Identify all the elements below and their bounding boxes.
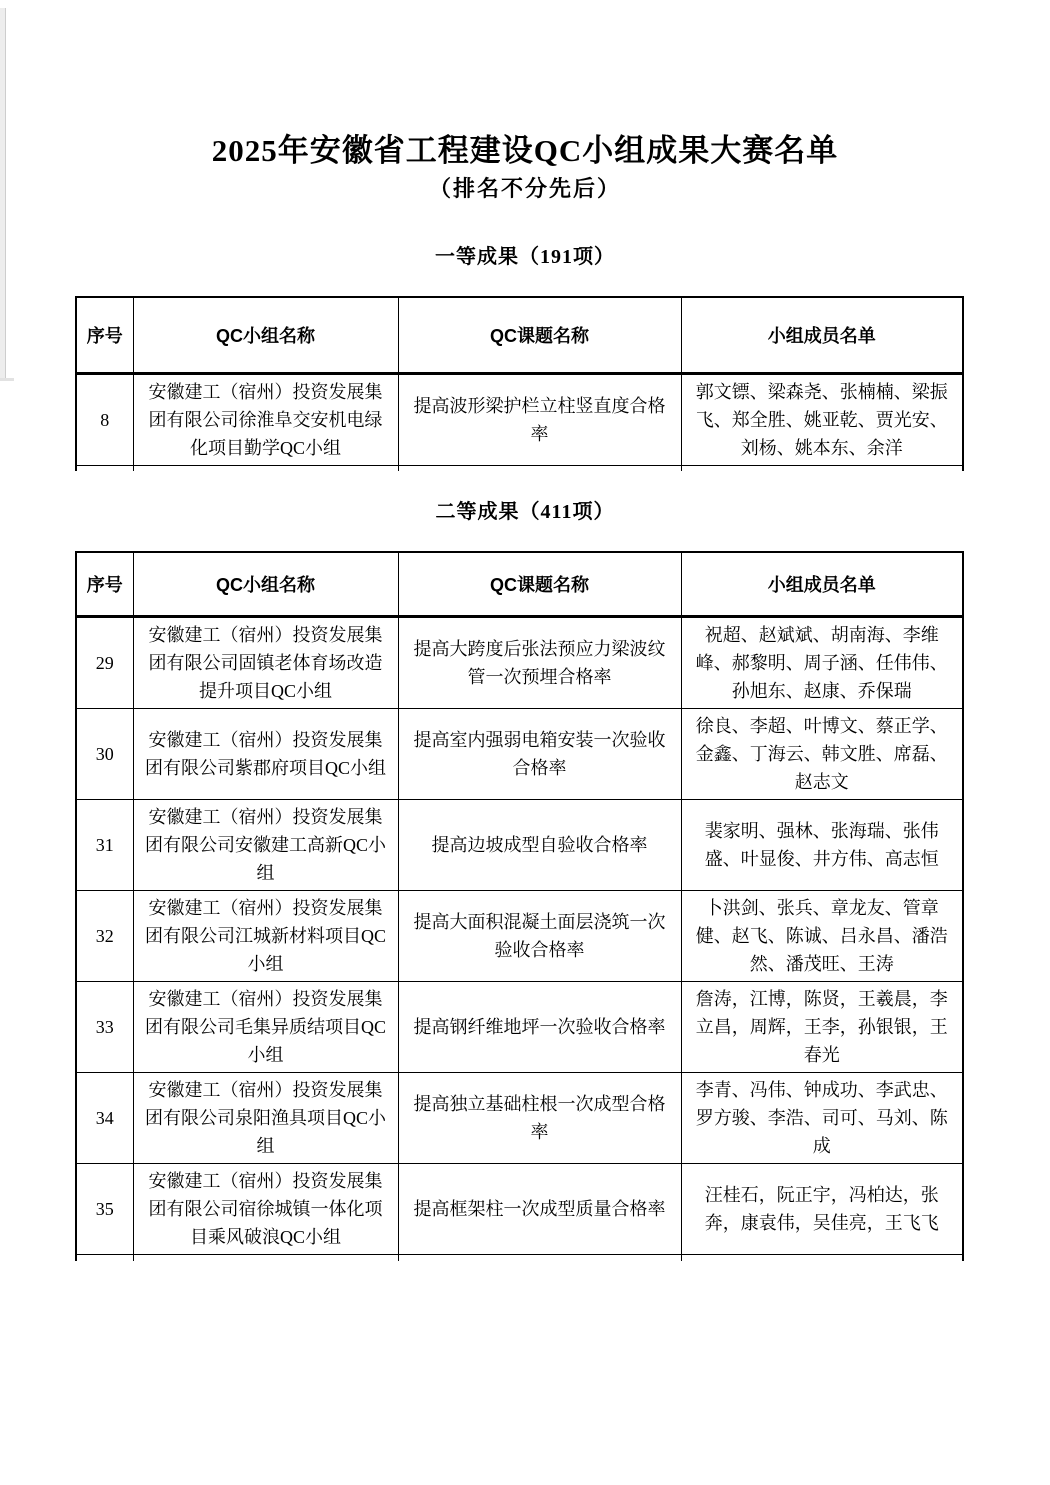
section-heading-first-prize: 一等成果（191项） <box>435 246 615 268</box>
seq-cell: 33 <box>76 982 133 1073</box>
topic-cell: 提高边坡成型自验收合格率 <box>398 800 681 891</box>
col-header-group-name: QC小组名称 <box>133 297 398 374</box>
first-prize-table <box>75 296 964 471</box>
seq-cell: 30 <box>76 709 133 800</box>
seq-cell: 35 <box>76 1164 133 1255</box>
members-cell: 汪桂石，阮正宇，冯柏达，张奔，康袁伟，吴佳亮，王飞飞 <box>681 1164 963 1255</box>
topic-cell: 提高波形梁护栏立柱竖直度合格率 <box>398 374 681 466</box>
col-header-topic-name: QC课题名称 <box>398 297 681 374</box>
topic-cell: 提高独立基础柱根一次成型合格率 <box>398 1073 681 1164</box>
seq-cell: 32 <box>76 891 133 982</box>
group-name-cell: 安徽建工（宿州）投资发展集团有限公司徐淮阜交安机电绿化项目勤学QC小组 <box>133 374 398 466</box>
clipped-next-row <box>76 466 963 472</box>
table-row <box>76 891 963 982</box>
members-cell: 徐良、李超、叶博文、蔡正学、金鑫、丁海云、韩文胜、席磊、赵志文 <box>681 709 963 800</box>
col-header-members: 小组成员名单 <box>681 297 963 374</box>
table-header-row <box>76 297 963 374</box>
members-cell: 詹涛，江博，陈贤，王羲晨，李立昌，周辉，王李，孙银银，王春光 <box>681 982 963 1073</box>
col-header-seq: 序号 <box>76 297 133 374</box>
topic-cell: 提高大跨度后张法预应力梁波纹管一次预埋合格率 <box>398 617 681 709</box>
seq-cell: 8 <box>76 374 133 466</box>
seq-cell: 29 <box>76 617 133 709</box>
page-title: 2025年安徽省工程建设QC小组成果大赛名单 <box>211 133 839 168</box>
members-cell: 裴家明、强林、张海瑞、张伟盛、叶显俊、井方伟、高志恒 <box>681 800 963 891</box>
members-cell: 李青、冯伟、钟成功、李武忠、罗方骏、李浩、司可、马刘、陈成 <box>681 1073 963 1164</box>
members-cell: 卜洪剑、张兵、章龙友、管章健、赵飞、陈诚、吕永昌、潘浩然、潘茂旺、王涛 <box>681 891 963 982</box>
table-row <box>76 709 963 800</box>
clipped-next-row <box>76 1255 963 1262</box>
topic-cell: 提高大面积混凝土面层浇筑一次验收合格率 <box>398 891 681 982</box>
group-name-cell: 安徽建工（宿州）投资发展集团有限公司紫郡府项目QC小组 <box>133 709 398 800</box>
topic-cell: 提高室内强弱电箱安装一次验收合格率 <box>398 709 681 800</box>
page-subtitle: （排名不分先后） <box>428 176 621 201</box>
table-row <box>76 800 963 891</box>
table-row <box>76 617 963 709</box>
col-header-members: 小组成员名单 <box>681 552 963 617</box>
group-name-cell: 安徽建工（宿州）投资发展集团有限公司宿徐城镇一体化项目乘风破浪QC小组 <box>133 1164 398 1255</box>
table-row <box>76 982 963 1073</box>
table-row <box>76 1164 963 1255</box>
group-name-cell: 安徽建工（宿州）投资发展集团有限公司固镇老体育场改造提升项目QC小组 <box>133 617 398 709</box>
table-row <box>76 1073 963 1164</box>
topic-cell: 提高钢纤维地坪一次验收合格率 <box>398 982 681 1073</box>
page-edge-corner <box>0 378 14 381</box>
seq-cell: 34 <box>76 1073 133 1164</box>
section-heading-second-prize: 二等成果（411项） <box>435 501 615 523</box>
topic-cell: 提高框架柱一次成型质量合格率 <box>398 1164 681 1255</box>
page-edge-artifact <box>0 8 6 378</box>
second-prize-table <box>75 551 964 1261</box>
members-cell: 祝超、赵斌斌、胡南海、李维峰、郝黎明、周子涵、任伟伟、孙旭东、赵康、乔保瑞 <box>681 617 963 709</box>
group-name-cell: 安徽建工（宿州）投资发展集团有限公司安徽建工高新QC小组 <box>133 800 398 891</box>
col-header-seq: 序号 <box>76 552 133 617</box>
col-header-topic-name: QC课题名称 <box>398 552 681 617</box>
table-header-row <box>76 552 963 617</box>
table-row <box>76 374 963 466</box>
group-name-cell: 安徽建工（宿州）投资发展集团有限公司毛集异质结项目QC小组 <box>133 982 398 1073</box>
col-header-group-name: QC小组名称 <box>133 552 398 617</box>
group-name-cell: 安徽建工（宿州）投资发展集团有限公司泉阳渔具项目QC小组 <box>133 1073 398 1164</box>
members-cell: 郭文镖、梁森尧、张楠楠、梁振飞、郑全胜、姚亚乾、贾光安、刘杨、姚本东、余洋 <box>681 374 963 466</box>
seq-cell: 31 <box>76 800 133 891</box>
group-name-cell: 安徽建工（宿州）投资发展集团有限公司江城新材料项目QC小组 <box>133 891 398 982</box>
